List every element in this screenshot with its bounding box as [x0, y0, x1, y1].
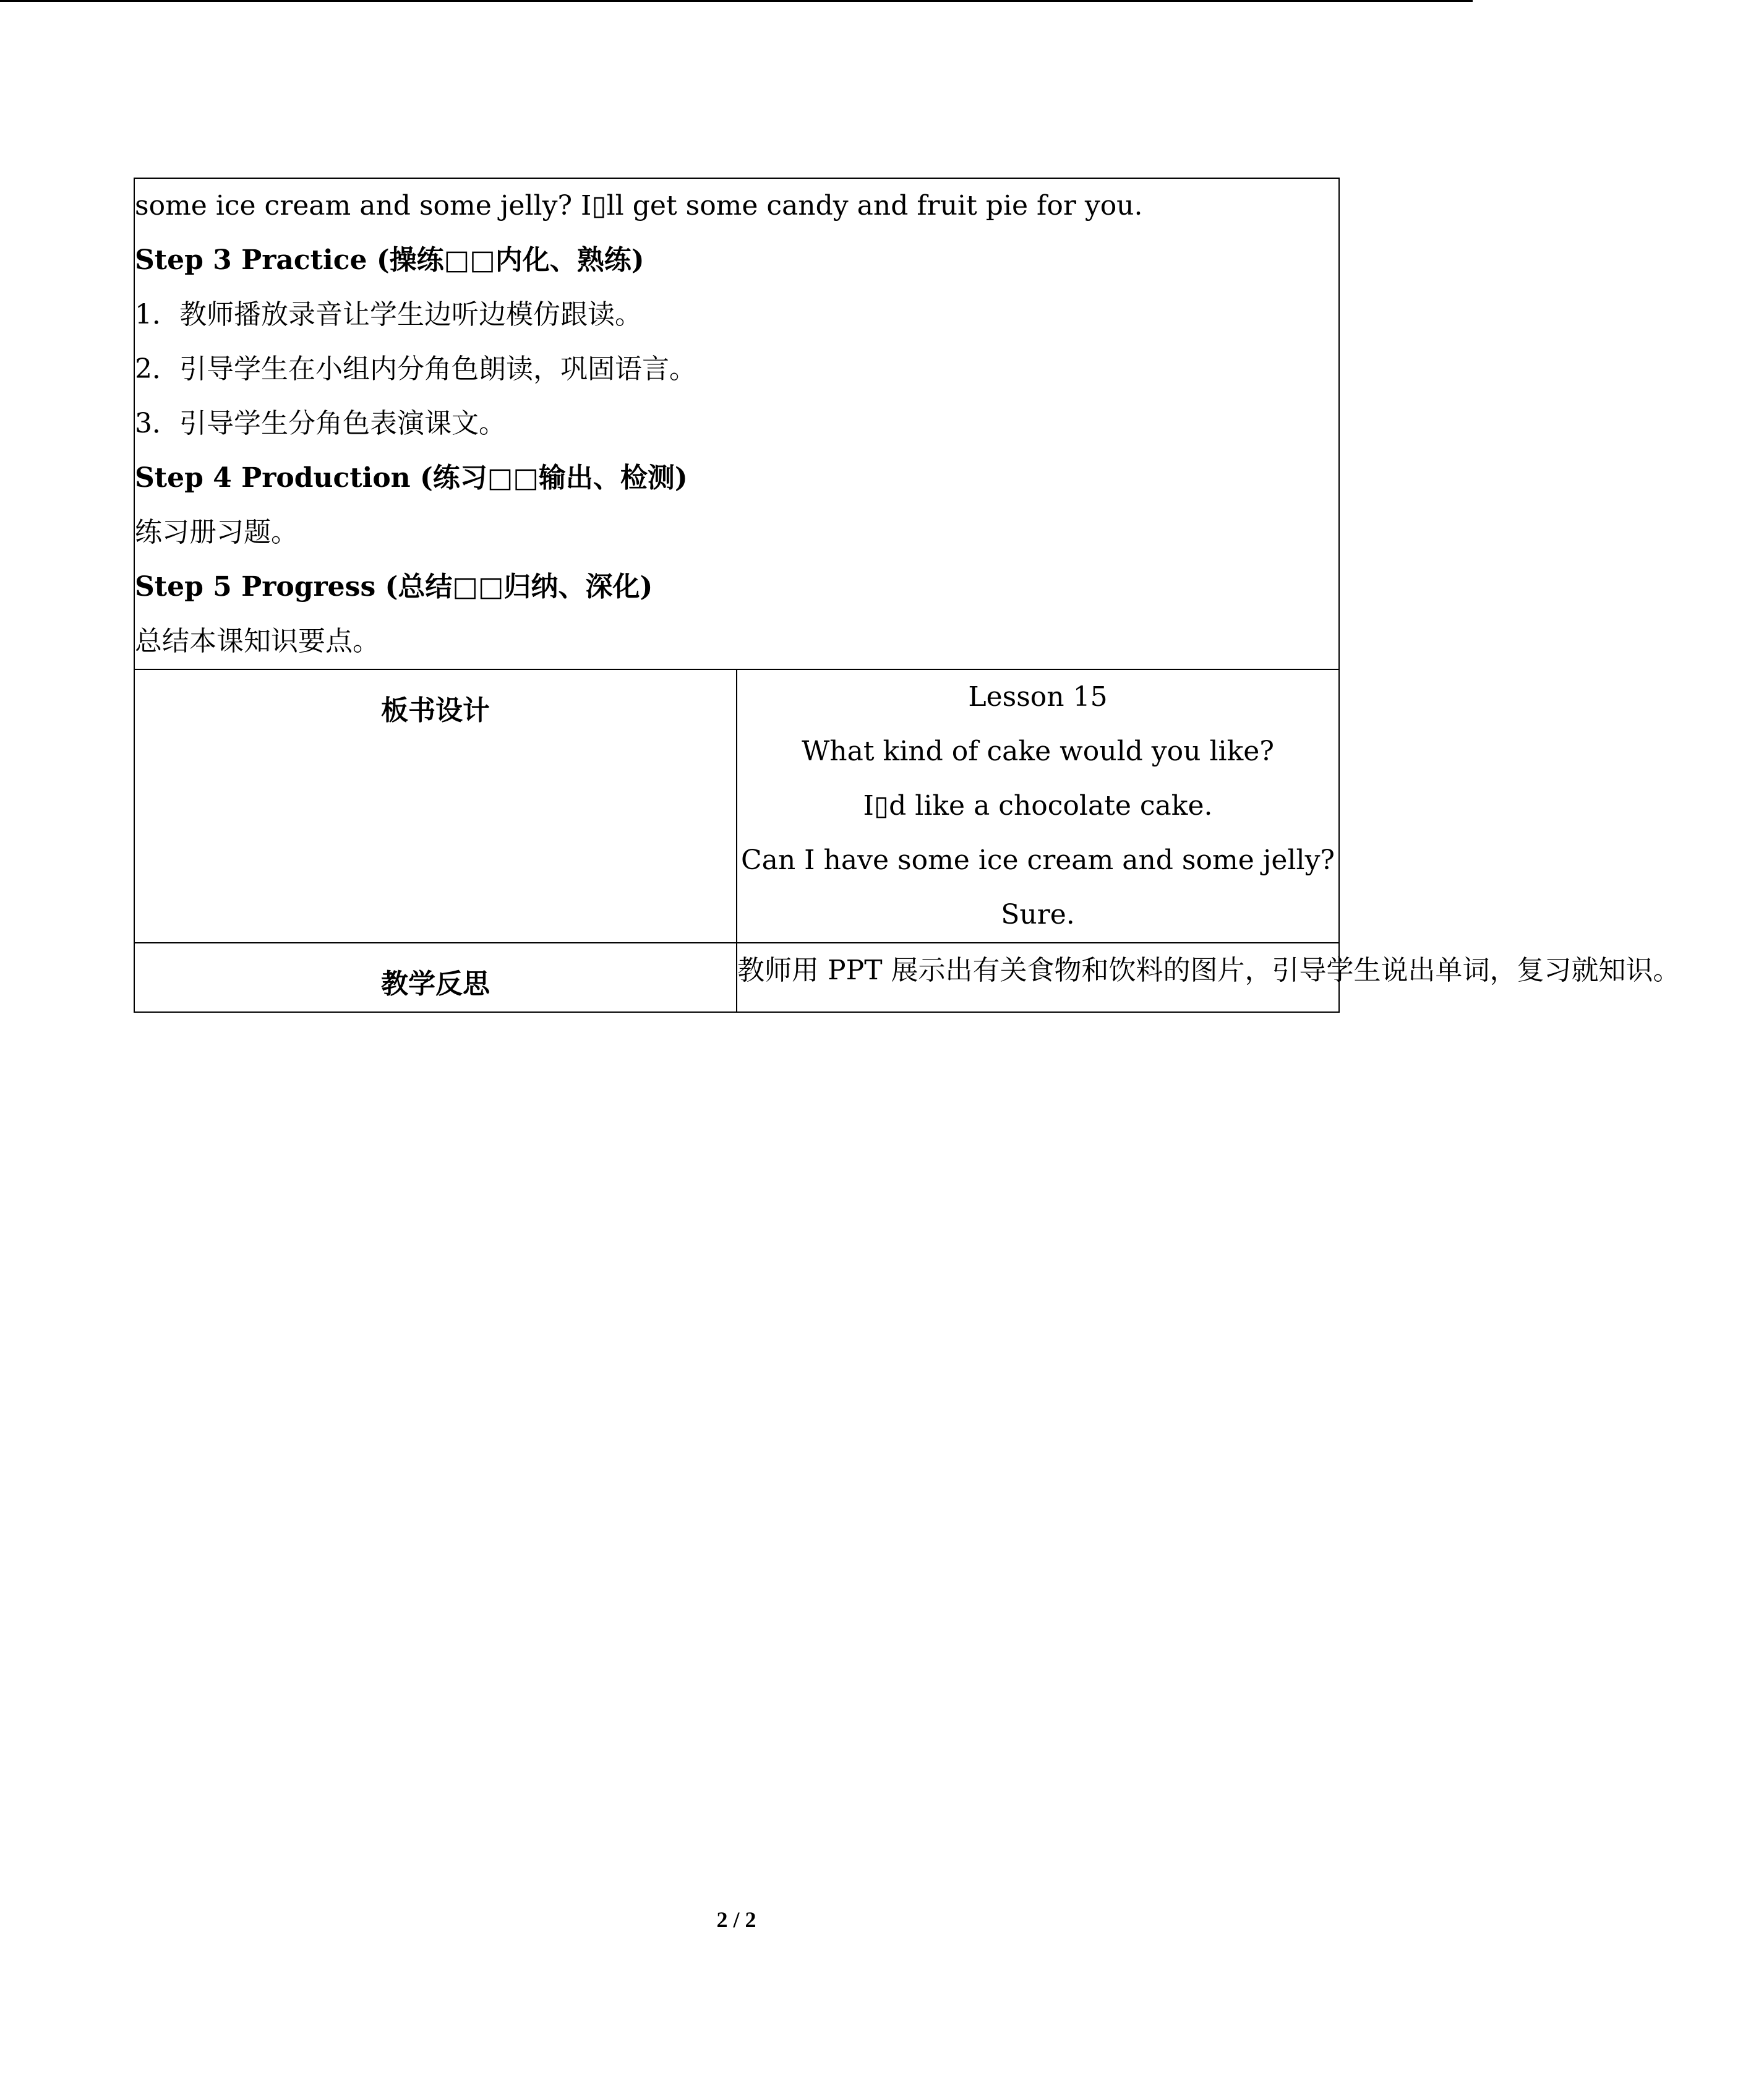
board-line: Sure. — [1001, 899, 1075, 930]
reflection-text: 教师用 PPT 展示出有关食物和饮料的图片，引导学生说出单词，复习就知识。 — [737, 955, 1681, 986]
board-line: Can I have some ice cream and some jelly? — [740, 844, 1335, 876]
reflection-label: 教学反思 — [381, 968, 490, 1000]
lesson-plan-table — [134, 178, 1681, 1013]
board-line: What kind of cake would you like? — [802, 736, 1274, 767]
step3-item: 1．教师播放录音让学生边听边模仿跟读。 — [135, 299, 642, 330]
step3-item: 2．引导学生在小组内分角色朗读，巩固语言。 — [135, 353, 696, 385]
page-number: 2 / 2 — [716, 1907, 756, 1932]
step4-text: 练习册习题。 — [135, 517, 298, 548]
continuation-text: some ice cream and some jelly? I▯ll get some candy and fruit pie for you. — [135, 190, 1143, 221]
step3-item: 3．引导学生分角色表演课文。 — [135, 408, 506, 439]
reflection-row — [134, 943, 1339, 1012]
step3-heading: Step 3 Practice (操练□□内化、熟练) — [135, 244, 644, 276]
board-design-content — [737, 669, 1339, 943]
board-line: Lesson 15 — [968, 681, 1108, 713]
board-line: I▯d like a chocolate cake. — [863, 790, 1213, 822]
reflection-content — [737, 943, 1681, 1012]
board-design-row — [134, 669, 1339, 943]
top-border-rule — [0, 0, 1473, 2]
board-design-label-cell — [134, 669, 737, 943]
step5-heading: Step 5 Progress (总结□□归纳、深化) — [135, 571, 653, 603]
board-design-label: 板书设计 — [381, 695, 490, 726]
step4-heading: Step 4 Production (练习□□输出、检测) — [135, 462, 688, 494]
procedure-cell — [134, 178, 1339, 669]
reflection-label-cell — [134, 943, 737, 1012]
procedure-row — [134, 178, 1339, 669]
step5-text: 总结本课知识要点。 — [135, 625, 380, 657]
